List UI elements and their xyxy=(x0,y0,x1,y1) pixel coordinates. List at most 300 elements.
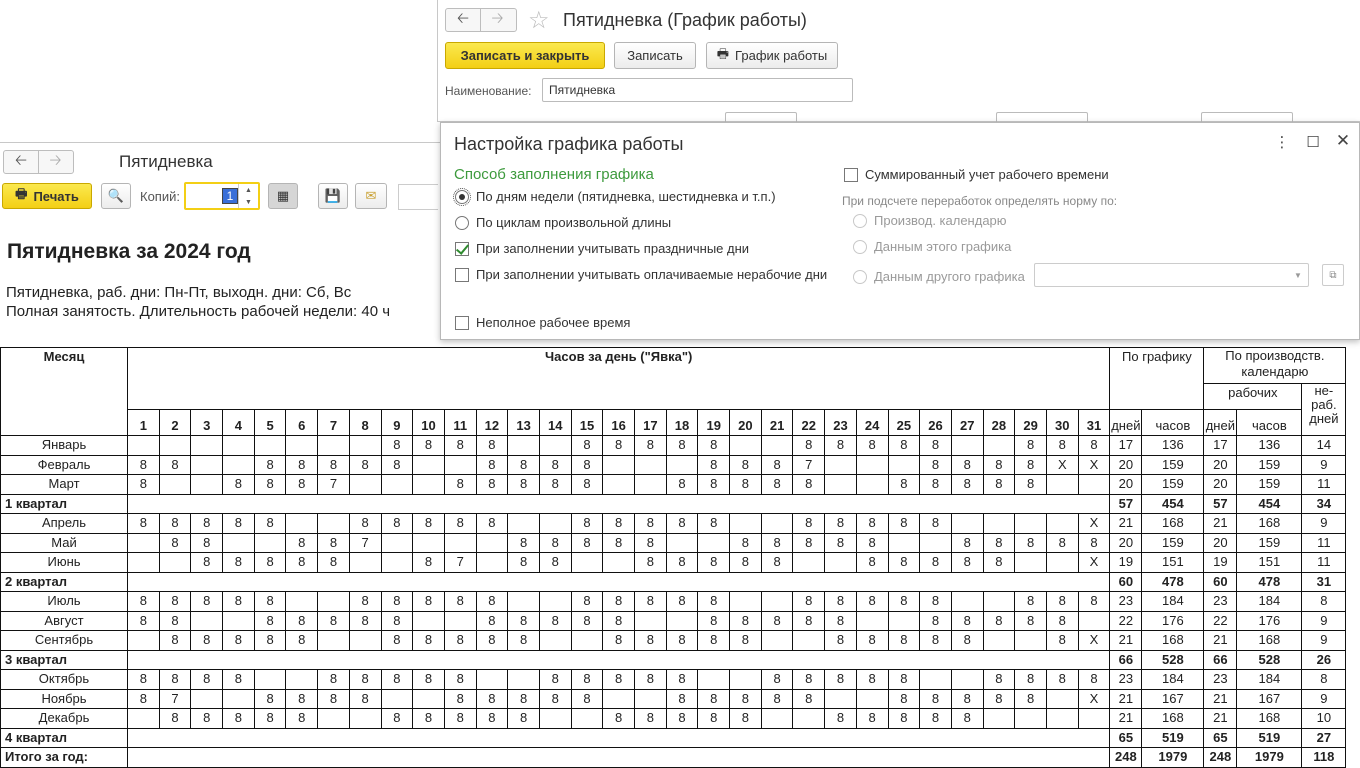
day-hours-cell xyxy=(1078,709,1110,729)
chevron-down-icon[interactable]: ▼ xyxy=(245,198,252,206)
day-hours-cell: 8 xyxy=(191,533,223,553)
quarter-row xyxy=(1,650,1346,670)
day-hours-cell xyxy=(223,455,255,475)
day-hours-cell: 8 xyxy=(191,514,223,534)
day-hours-cell: 8 xyxy=(888,592,920,612)
day-hours-cell: 8 xyxy=(381,455,413,475)
day-hours-cell: 8 xyxy=(223,475,255,495)
norm-this-schedule-label: Данным этого графика xyxy=(874,239,1012,254)
radio-weekdays[interactable] xyxy=(455,190,469,204)
day-hours-cell: 8 xyxy=(571,475,603,495)
day-hours-cell: 8 xyxy=(223,631,255,651)
back-arrow-icon[interactable]: 🡠 xyxy=(456,9,470,27)
summary-cell-sd: 22 xyxy=(1110,611,1142,631)
day-hours-cell xyxy=(286,670,318,690)
day-hours-cell: 8 xyxy=(888,514,920,534)
day-hours-cell xyxy=(856,475,888,495)
day-hours-cell: 8 xyxy=(381,709,413,729)
day-hours-cell: 8 xyxy=(603,533,635,553)
day-hours-cell: 8 xyxy=(856,592,888,612)
day-hours-cell: 8 xyxy=(635,553,667,573)
checkbox-part-time-box[interactable] xyxy=(455,316,469,330)
norm-this-schedule[interactable] xyxy=(853,239,1011,254)
day-hours-cell: 8 xyxy=(856,709,888,729)
summary-cell-sh: 528 xyxy=(1142,650,1204,670)
print-button-label: Печать xyxy=(33,188,79,204)
day-hours-cell: 8 xyxy=(983,689,1015,709)
summary-cell-sh: 151 xyxy=(1142,553,1204,573)
day-hours-cell xyxy=(318,592,350,612)
summary-cell-ch: 1979 xyxy=(1237,748,1302,768)
day-hours-cell xyxy=(888,455,920,475)
forward-arrow-icon[interactable]: 🡢 xyxy=(38,151,72,173)
name-input[interactable]: Пятидневка xyxy=(542,78,853,102)
day-hours-cell: 8 xyxy=(413,670,445,690)
day-hours-cell: 8 xyxy=(635,670,667,690)
printer-icon: 🖶 xyxy=(716,45,730,61)
day-hours-cell: 8 xyxy=(444,689,476,709)
month-label: Январь xyxy=(1,436,128,456)
quarter-label: 2 квартал xyxy=(1,572,128,592)
report-title: Пятидневка xyxy=(119,152,213,171)
day-hours-cell: 8 xyxy=(761,670,793,690)
day-hours-cell: 8 xyxy=(318,689,350,709)
day-hours-cell: 8 xyxy=(476,709,508,729)
month-label: Июнь xyxy=(1,553,128,573)
quarter-label: 4 квартал xyxy=(1,728,128,748)
day-hours-cell: 8 xyxy=(286,631,318,651)
print-button[interactable] xyxy=(2,183,92,209)
day-hours-cell: 8 xyxy=(666,475,698,495)
day-hours-cell: 8 xyxy=(1078,533,1110,553)
forward-arrow-icon[interactable]: 🡢 xyxy=(480,9,514,31)
day-hours-cell: X xyxy=(1078,631,1110,651)
day-hours-cell: 8 xyxy=(413,592,445,612)
summary-cell-ch: 184 xyxy=(1237,592,1302,612)
day-hours-cell xyxy=(983,592,1015,612)
copies-input[interactable] xyxy=(184,182,260,210)
empty-span-cell xyxy=(128,728,1110,748)
day-hours-cell: X xyxy=(1046,455,1078,475)
norm-other-schedule[interactable] xyxy=(853,269,1025,284)
day-hours-cell xyxy=(793,709,825,729)
day-hours-cell: 8 xyxy=(1046,670,1078,690)
summary-cell-sh: 184 xyxy=(1142,592,1204,612)
schedule-nav xyxy=(445,8,517,32)
day-hours-cell: 8 xyxy=(539,670,571,690)
summary-cell-sd: 21 xyxy=(1110,709,1142,729)
write-and-close-button[interactable] xyxy=(445,42,605,69)
day-hours-cell: 8 xyxy=(603,631,635,651)
summary-cell-sh: 159 xyxy=(1142,455,1204,475)
month-label: Сентябрь xyxy=(1,631,128,651)
day-hours-cell: 8 xyxy=(1015,436,1047,456)
day-hours-cell xyxy=(539,592,571,612)
day-hours-cell xyxy=(191,611,223,631)
day-hours-cell: 8 xyxy=(128,455,160,475)
day-hours-cell: 8 xyxy=(951,533,983,553)
checkbox-summed-box[interactable] xyxy=(844,168,858,182)
day-hours-cell xyxy=(223,436,255,456)
norm-prod-calendar[interactable] xyxy=(853,213,1007,228)
day-hours-cell: 8 xyxy=(920,709,952,729)
day-hours-cell: 8 xyxy=(698,436,730,456)
day-hours-cell xyxy=(476,553,508,573)
day-hours-cell: 8 xyxy=(508,611,540,631)
day-hours-cell: 8 xyxy=(888,689,920,709)
day-hours-cell xyxy=(539,709,571,729)
day-hours-cell xyxy=(951,514,983,534)
day-hours-cell: 8 xyxy=(761,475,793,495)
day-hours-cell: 8 xyxy=(254,611,286,631)
day-hours-cell: 8 xyxy=(761,689,793,709)
month-header: Месяц xyxy=(1,348,128,436)
day-hours-cell: 8 xyxy=(1015,611,1047,631)
summary-cell-sd: 17 xyxy=(1110,436,1142,456)
option-cycles[interactable] xyxy=(455,215,671,230)
summary-cell-cd: 21 xyxy=(1204,689,1237,709)
obscured-fields-row xyxy=(438,112,1360,122)
day-hours-cell: 8 xyxy=(951,631,983,651)
summary-cell-cn: 9 xyxy=(1302,514,1346,534)
close-icon[interactable]: ✕ xyxy=(1335,131,1351,150)
summary-cell-ch: 454 xyxy=(1237,494,1302,514)
option-weekdays[interactable] xyxy=(455,189,776,204)
day-hours-cell xyxy=(128,436,160,456)
summary-cell-ch: 519 xyxy=(1237,728,1302,748)
day-hours-cell: 8 xyxy=(603,436,635,456)
summary-cell-sd: 19 xyxy=(1110,553,1142,573)
day-hours-cell: 7 xyxy=(793,455,825,475)
day-hours-cell: 8 xyxy=(951,689,983,709)
radio-cycles[interactable] xyxy=(455,216,469,230)
day-hours-cell: 8 xyxy=(508,689,540,709)
schedule-settings-dialog xyxy=(440,122,1360,340)
summary-cell-ch: 176 xyxy=(1237,611,1302,631)
summary-cell-sh: 168 xyxy=(1142,631,1204,651)
day-hours-cell xyxy=(508,514,540,534)
day-hours-cell: 8 xyxy=(223,514,255,534)
summary-cell-sd: 21 xyxy=(1110,631,1142,651)
summary-cell-sh: 454 xyxy=(1142,494,1204,514)
day-hours-cell: 8 xyxy=(159,514,191,534)
checkbox-paid-nonwork[interactable] xyxy=(455,267,827,282)
day-hours-cell: 8 xyxy=(476,514,508,534)
radio-norm-this-schedule[interactable] xyxy=(853,240,867,254)
day-hours-cell: 8 xyxy=(254,475,286,495)
more-options-icon[interactable]: ⋮ xyxy=(1274,134,1290,151)
day-hours-cell: 8 xyxy=(1046,436,1078,456)
open-form-icon[interactable]: ⧉ xyxy=(1322,264,1344,286)
summary-cell-sd: 21 xyxy=(1110,514,1142,534)
summary-cell-sh: 176 xyxy=(1142,611,1204,631)
day-hours-cell xyxy=(920,533,952,553)
schedule-days-header: дней xyxy=(1110,410,1142,436)
day-hours-cell xyxy=(825,689,857,709)
day-hours-cell: 8 xyxy=(349,611,381,631)
day-hours-cell: 8 xyxy=(571,611,603,631)
working-header: рабочих xyxy=(1204,384,1302,410)
day-number: 8 xyxy=(349,410,381,436)
month-label: Октябрь xyxy=(1,670,128,690)
day-hours-cell: 8 xyxy=(730,553,762,573)
write-button[interactable] xyxy=(614,42,696,69)
day-hours-cell: 8 xyxy=(920,592,952,612)
back-arrow-icon[interactable]: 🡠 xyxy=(14,151,28,169)
day-hours-cell: 8 xyxy=(159,455,191,475)
day-hours-cell: 8 xyxy=(508,709,540,729)
day-number: 29 xyxy=(1015,410,1047,436)
day-hours-cell: 8 xyxy=(761,533,793,553)
day-hours-cell xyxy=(191,436,223,456)
day-hours-cell: 8 xyxy=(983,533,1015,553)
quarter-row xyxy=(1,572,1346,592)
day-hours-cell xyxy=(413,455,445,475)
day-hours-cell: 8 xyxy=(730,689,762,709)
day-hours-cell xyxy=(761,514,793,534)
norm-other-schedule-label: Данным другого графика xyxy=(874,269,1025,284)
day-hours-cell: 8 xyxy=(825,709,857,729)
summary-cell-sh: 136 xyxy=(1142,436,1204,456)
day-hours-cell xyxy=(444,455,476,475)
day-hours-cell: 8 xyxy=(635,709,667,729)
day-hours-cell: 8 xyxy=(603,709,635,729)
day-hours-cell: 8 xyxy=(983,455,1015,475)
schedule-hours-header: часов xyxy=(1142,410,1204,436)
checkbox-part-time[interactable] xyxy=(455,315,630,330)
day-hours-cell xyxy=(349,631,381,651)
start-date-field[interactable] xyxy=(996,112,1088,122)
day-hours-cell: 8 xyxy=(444,436,476,456)
day-hours-cell xyxy=(1046,709,1078,729)
day-hours-cell xyxy=(128,709,160,729)
day-hours-cell: 8 xyxy=(444,670,476,690)
day-hours-cell xyxy=(413,475,445,495)
day-hours-cell xyxy=(666,611,698,631)
preview-button[interactable] xyxy=(101,183,131,209)
summary-cell-cd: 20 xyxy=(1204,533,1237,553)
month-row xyxy=(1,709,1346,729)
summary-cell-cd: 60 xyxy=(1204,572,1237,592)
day-hours-cell xyxy=(223,611,255,631)
calendar-days-header: дней xyxy=(1204,410,1237,436)
month-label: Март xyxy=(1,475,128,495)
day-hours-cell xyxy=(920,670,952,690)
day-hours-cell: 8 xyxy=(223,709,255,729)
day-hours-cell: 8 xyxy=(761,553,793,573)
day-hours-cell: 8 xyxy=(349,689,381,709)
day-hours-cell: 8 xyxy=(825,533,857,553)
day-number: 1 xyxy=(128,410,160,436)
norm-label: При подсчете переработок определять норму по: xyxy=(842,194,1118,208)
day-hours-cell xyxy=(571,631,603,651)
day-hours-cell: 8 xyxy=(254,455,286,475)
checkbox-part-time-label: Неполное рабочее время xyxy=(476,315,631,330)
day-number: 22 xyxy=(793,410,825,436)
year-field[interactable] xyxy=(725,112,797,122)
day-hours-cell: 8 xyxy=(666,709,698,729)
work-schedule-label: График работы xyxy=(735,48,828,63)
day-hours-cell: 8 xyxy=(254,631,286,651)
day-hours-cell: 8 xyxy=(381,670,413,690)
summary-cell-sd: 66 xyxy=(1110,650,1142,670)
radio-norm-other-schedule[interactable] xyxy=(853,270,867,284)
day-hours-cell: 8 xyxy=(603,611,635,631)
day-hours-cell: 8 xyxy=(1046,533,1078,553)
day-hours-cell xyxy=(286,436,318,456)
day-number: 13 xyxy=(508,410,540,436)
day-hours-cell: 8 xyxy=(286,455,318,475)
month-row xyxy=(1,533,1346,553)
day-hours-cell: 8 xyxy=(666,670,698,690)
other-schedule-input[interactable] xyxy=(1034,263,1309,287)
day-hours-cell: 8 xyxy=(476,689,508,709)
day-hours-cell: 8 xyxy=(920,611,952,631)
toolbar-extra-field[interactable] xyxy=(398,184,438,210)
day-hours-cell: 8 xyxy=(698,611,730,631)
day-hours-cell xyxy=(444,533,476,553)
day-hours-cell: 8 xyxy=(666,514,698,534)
day-hours-cell: 8 xyxy=(254,553,286,573)
checkbox-summed[interactable] xyxy=(844,167,1109,182)
day-number: 10 xyxy=(413,410,445,436)
summary-cell-sh: 168 xyxy=(1142,514,1204,534)
summary-cell-ch: 168 xyxy=(1237,514,1302,534)
empty-span-cell xyxy=(128,494,1110,514)
summary-cell-ch: 184 xyxy=(1237,670,1302,690)
month-label: Август xyxy=(1,611,128,631)
day-hours-cell xyxy=(318,631,350,651)
summary-cell-cn: 11 xyxy=(1302,533,1346,553)
floppy-disk-icon: 💾 xyxy=(324,188,342,203)
checkbox-holidays[interactable] xyxy=(455,241,749,256)
day-hours-cell xyxy=(856,611,888,631)
day-number: 19 xyxy=(698,410,730,436)
norm-prod-calendar-label: Производ. календарю xyxy=(874,213,1007,228)
hours-per-day-header: Часов за день ("Явка") xyxy=(128,348,1110,410)
day-hours-cell xyxy=(571,553,603,573)
day-number: 30 xyxy=(1046,410,1078,436)
checkbox-holidays-box[interactable] xyxy=(455,242,469,256)
day-hours-cell xyxy=(413,611,445,631)
day-numbers-row xyxy=(1,410,1346,436)
envelope-icon: ✉ xyxy=(365,188,377,203)
day-hours-cell: 8 xyxy=(381,631,413,651)
day-number: 18 xyxy=(666,410,698,436)
day-hours-cell: 8 xyxy=(191,709,223,729)
day-hours-cell xyxy=(635,611,667,631)
day-hours-cell xyxy=(666,455,698,475)
day-hours-cell: 8 xyxy=(128,670,160,690)
save-file-button[interactable] xyxy=(318,183,348,209)
checkbox-paid-nonwork-box[interactable] xyxy=(455,268,469,282)
nonwork-days-header xyxy=(1302,384,1346,436)
summary-cell-cd: 19 xyxy=(1204,553,1237,573)
day-hours-cell: 8 xyxy=(159,611,191,631)
grid-toggle-button[interactable] xyxy=(268,183,298,209)
grid-edit-icon: ▦ xyxy=(276,188,290,203)
month-label: Ноябрь xyxy=(1,689,128,709)
send-mail-button[interactable] xyxy=(355,183,387,209)
day-hours-cell xyxy=(413,689,445,709)
summary-cell-cn: 10 xyxy=(1302,709,1346,729)
day-hours-cell: 8 xyxy=(825,670,857,690)
quarter-row xyxy=(1,728,1346,748)
schedule-table xyxy=(0,347,1346,768)
day-hours-cell: 8 xyxy=(603,514,635,534)
day-hours-cell xyxy=(666,533,698,553)
summary-cell-cd: 23 xyxy=(1204,670,1237,690)
day-hours-cell: 8 xyxy=(539,689,571,709)
day-hours-cell: 8 xyxy=(825,436,857,456)
day-hours-cell: 7 xyxy=(318,475,350,495)
day-hours-cell xyxy=(761,631,793,651)
day-hours-cell: 8 xyxy=(128,514,160,534)
day-hours-cell: 8 xyxy=(856,514,888,534)
write-and-close-label: Записать и закрыть xyxy=(460,48,590,63)
day-hours-cell xyxy=(159,553,191,573)
day-hours-cell: 8 xyxy=(191,553,223,573)
day-hours-cell xyxy=(508,436,540,456)
day-hours-cell: 8 xyxy=(698,689,730,709)
summary-cell-cn: 26 xyxy=(1302,650,1346,670)
quarter-row xyxy=(1,494,1346,514)
work-schedule-button[interactable] xyxy=(706,42,838,69)
day-number: 11 xyxy=(444,410,476,436)
copies-stepper[interactable] xyxy=(238,184,258,208)
day-number: 4 xyxy=(223,410,255,436)
day-number: 16 xyxy=(603,410,635,436)
option-weekdays-label: По дням недели (пятидневка, шестидневка и т.п.) xyxy=(476,189,776,204)
report-nav xyxy=(3,150,74,174)
chevron-down-icon[interactable]: ▼ xyxy=(1294,270,1302,280)
maximize-icon[interactable]: ☐ xyxy=(1306,134,1320,151)
day-hours-cell xyxy=(539,436,571,456)
day-hours-cell: 8 xyxy=(476,611,508,631)
summary-cell-cd: 66 xyxy=(1204,650,1237,670)
day-hours-cell: 8 xyxy=(508,455,540,475)
end-date-field[interactable] xyxy=(1201,112,1293,122)
day-hours-cell: 8 xyxy=(1015,670,1047,690)
day-hours-cell: 8 xyxy=(508,631,540,651)
day-hours-cell: 8 xyxy=(666,592,698,612)
day-hours-cell xyxy=(128,631,160,651)
radio-norm-prod-calendar[interactable] xyxy=(853,214,867,228)
day-hours-cell: 8 xyxy=(539,533,571,553)
report-line-2: Полная занятость. Длительность рабочей недели: 40 ч xyxy=(6,303,391,320)
day-hours-cell: 8 xyxy=(983,670,1015,690)
calendar-hours-header: часов xyxy=(1237,410,1302,436)
day-hours-cell xyxy=(635,689,667,709)
month-row xyxy=(1,631,1346,651)
chevron-up-icon[interactable]: ▲ xyxy=(245,186,252,194)
day-hours-cell xyxy=(635,455,667,475)
day-hours-cell xyxy=(413,533,445,553)
favorite-star-icon[interactable]: ☆ xyxy=(528,7,550,34)
summary-cell-ch: 159 xyxy=(1237,455,1302,475)
quarter-label: 3 квартал xyxy=(1,650,128,670)
day-number: 31 xyxy=(1078,410,1110,436)
day-hours-cell: 8 xyxy=(730,455,762,475)
day-hours-cell: 7 xyxy=(444,553,476,573)
day-hours-cell xyxy=(1046,553,1078,573)
day-hours-cell: X xyxy=(1078,455,1110,475)
printer-icon: 🖶 xyxy=(15,186,28,201)
summary-cell-ch: 159 xyxy=(1237,475,1302,495)
day-hours-cell xyxy=(349,709,381,729)
summary-cell-sd: 65 xyxy=(1110,728,1142,748)
day-hours-cell: 8 xyxy=(571,455,603,475)
